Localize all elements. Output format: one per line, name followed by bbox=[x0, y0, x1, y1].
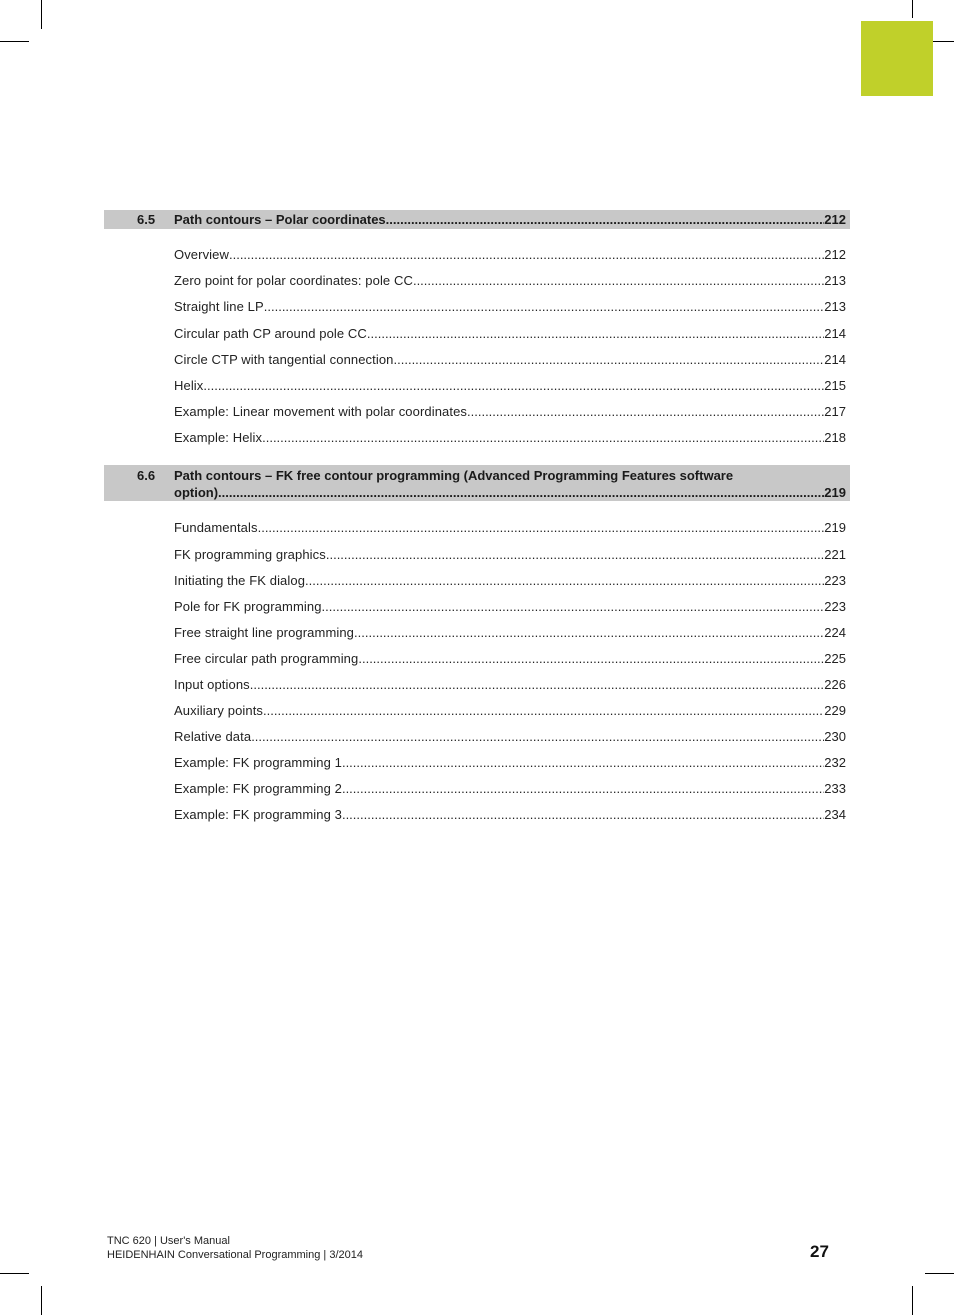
page-number: 27 bbox=[810, 1242, 829, 1261]
dot-leader bbox=[263, 703, 824, 719]
entry-title: Overview bbox=[174, 247, 229, 262]
crop-mark bbox=[912, 0, 913, 18]
entry-title: Input options bbox=[174, 677, 250, 692]
toc-entry[interactable] bbox=[174, 299, 846, 315]
toc-entry[interactable] bbox=[174, 573, 846, 589]
dot-leader bbox=[413, 273, 824, 289]
footer-manual-title: TNC 620 | User's Manual bbox=[107, 1235, 230, 1247]
toc-entry[interactable] bbox=[174, 404, 846, 420]
section-title: Path contours – Polar coordinates bbox=[174, 212, 386, 227]
toc-entry[interactable] bbox=[174, 430, 846, 446]
dot-leader bbox=[367, 326, 824, 342]
entry-page: 229 bbox=[824, 703, 846, 718]
entry-page: 234 bbox=[824, 807, 846, 822]
dot-leader bbox=[251, 729, 824, 745]
toc-entry[interactable] bbox=[174, 378, 846, 394]
chapter-tab-marker bbox=[861, 21, 933, 96]
crop-mark bbox=[925, 1273, 954, 1274]
entry-title: Free straight line programming bbox=[174, 625, 355, 640]
entry-page: 215 bbox=[824, 378, 846, 393]
dot-leader bbox=[326, 547, 824, 563]
entry-page: 230 bbox=[824, 729, 846, 744]
dot-leader bbox=[354, 625, 824, 641]
entry-page: 233 bbox=[824, 781, 846, 796]
section-number: 6.6 bbox=[137, 468, 156, 483]
entry-title: Auxiliary points bbox=[174, 703, 264, 718]
entry-title: Circle CTP with tangential connection bbox=[174, 352, 394, 367]
toc-section-header[interactable] bbox=[104, 465, 850, 501]
entry-page: 213 bbox=[824, 273, 846, 288]
entry-page: 232 bbox=[824, 755, 846, 770]
dot-leader bbox=[467, 404, 824, 420]
entry-title: Initiating the FK dialog bbox=[174, 573, 306, 588]
entry-page: 226 bbox=[824, 677, 846, 692]
dot-leader bbox=[358, 651, 824, 667]
toc-entry[interactable] bbox=[174, 352, 846, 368]
dot-leader bbox=[322, 599, 825, 615]
toc-section-header[interactable] bbox=[104, 210, 850, 229]
entry-title: Example: Linear movement with polar coordinates bbox=[174, 404, 468, 419]
toc-entry[interactable] bbox=[174, 703, 846, 719]
section-page: 219 bbox=[824, 485, 846, 500]
toc-entry[interactable] bbox=[174, 807, 846, 823]
dot-leader bbox=[264, 299, 825, 315]
entry-page: 218 bbox=[824, 430, 846, 445]
entry-title: Example: FK programming 1 bbox=[174, 755, 342, 770]
toc-entry[interactable] bbox=[174, 677, 846, 693]
dot-leader bbox=[258, 520, 825, 536]
crop-mark bbox=[0, 41, 29, 42]
entry-page: 224 bbox=[824, 625, 846, 640]
entry-page: 214 bbox=[824, 326, 846, 341]
entry-page: 223 bbox=[824, 599, 846, 614]
dot-leader bbox=[218, 484, 824, 501]
entry-title: Example: FK programming 3 bbox=[174, 807, 342, 822]
crop-mark bbox=[41, 0, 42, 29]
dot-leader bbox=[305, 573, 824, 589]
crop-mark bbox=[0, 1273, 29, 1274]
entry-page: 217 bbox=[824, 404, 846, 419]
dot-leader bbox=[229, 247, 824, 263]
footer-edition: HEIDENHAIN Conversational Programming | 3/2014 bbox=[107, 1249, 363, 1261]
entry-page: 225 bbox=[824, 651, 846, 666]
dot-leader bbox=[342, 781, 824, 797]
entry-title: Pole for FK programming bbox=[174, 599, 322, 614]
toc-entry[interactable] bbox=[174, 326, 846, 342]
dot-leader bbox=[262, 430, 824, 446]
toc-entry[interactable] bbox=[174, 781, 846, 797]
section-number: 6.5 bbox=[137, 212, 156, 227]
dot-leader bbox=[342, 755, 824, 771]
dot-leader bbox=[250, 677, 825, 693]
toc-entry[interactable] bbox=[174, 247, 846, 263]
entry-page: 213 bbox=[824, 299, 846, 314]
entry-title: Relative data bbox=[174, 729, 252, 744]
entry-title: Straight line LP bbox=[174, 299, 264, 314]
section-title: Path contours – FK free contour programming (Advanced Programming Features software bbox=[174, 468, 734, 483]
toc-entry[interactable] bbox=[174, 599, 846, 615]
entry-page: 219 bbox=[824, 520, 846, 535]
entry-title: Circular path CP around pole CC bbox=[174, 326, 367, 341]
entry-title: Example: FK programming 2 bbox=[174, 781, 342, 796]
toc-entry[interactable] bbox=[174, 625, 846, 641]
entry-page: 212 bbox=[824, 247, 846, 262]
entry-title: Example: Helix bbox=[174, 430, 263, 445]
dot-leader bbox=[386, 211, 825, 228]
entry-title: Zero point for polar coordinates: pole CC bbox=[174, 273, 413, 288]
toc-entry[interactable] bbox=[174, 520, 846, 536]
dot-leader bbox=[203, 378, 824, 394]
dot-leader bbox=[394, 352, 825, 368]
toc-entry[interactable] bbox=[174, 729, 846, 745]
dot-leader bbox=[342, 807, 824, 823]
entry-title: Helix bbox=[174, 378, 204, 393]
section-page: 212 bbox=[824, 212, 846, 227]
toc-entry[interactable] bbox=[174, 755, 846, 771]
crop-mark bbox=[41, 1286, 42, 1315]
toc-entry[interactable] bbox=[174, 651, 846, 667]
entry-page: 214 bbox=[824, 352, 846, 367]
entry-page: 221 bbox=[824, 547, 846, 562]
entry-title: Fundamentals bbox=[174, 520, 258, 535]
entry-page: 223 bbox=[824, 573, 846, 588]
entry-title: Free circular path programming bbox=[174, 651, 359, 666]
toc-entry[interactable] bbox=[174, 273, 846, 289]
crop-mark bbox=[912, 1286, 913, 1315]
entry-title: FK programming graphics bbox=[174, 547, 326, 562]
section-title-continued: option) bbox=[174, 485, 219, 500]
toc-entry[interactable] bbox=[174, 547, 846, 563]
